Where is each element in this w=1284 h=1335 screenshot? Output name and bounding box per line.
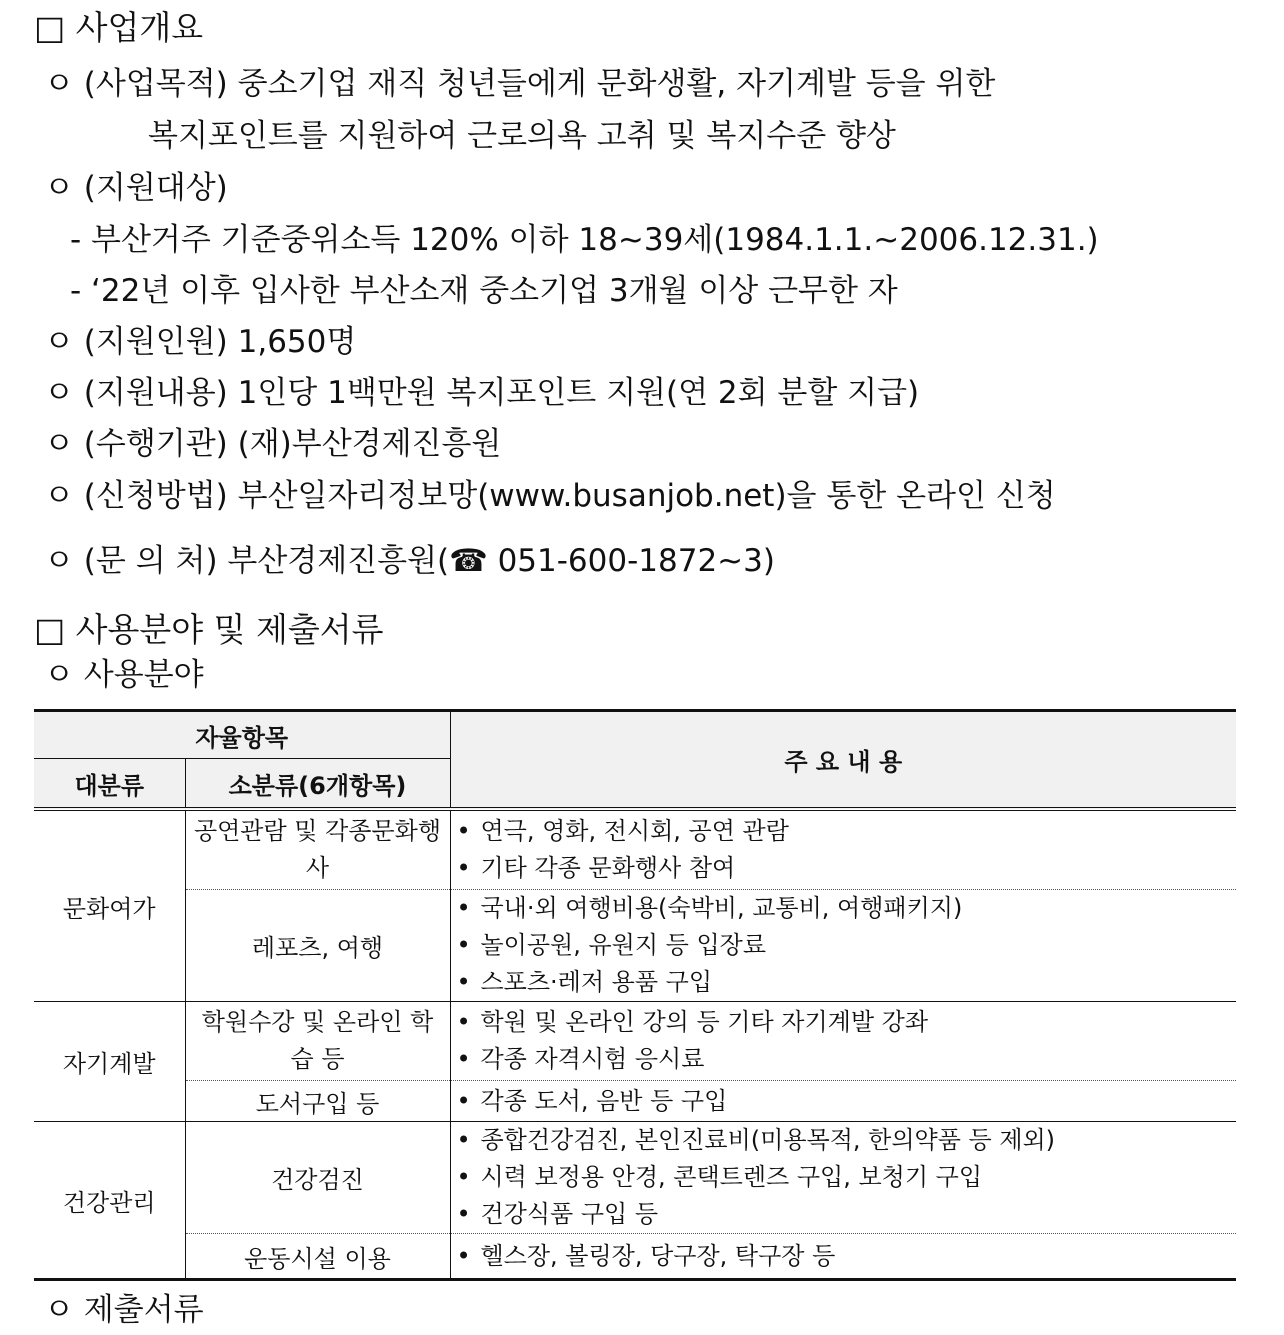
list-item: • 국내·외 여행비용(숙박비, 교통비, 여행패키지) (457, 890, 1231, 927)
major-cell: 문화여가 (34, 809, 185, 1002)
list-item: • 건강식품 구입 등 (457, 1196, 1231, 1233)
usage-heading: □ 사용분야 및 제출서류 (34, 610, 384, 649)
table-row (34, 1081, 1236, 1122)
list-item: • 헬스장, 볼링장, 당구장, 탁구장 등 (457, 1238, 1231, 1275)
contact-line: ㅇ (문 의 처) 부산경제진흥원(☎ 051-600-1872~3) (44, 543, 775, 579)
content-cell (450, 809, 1236, 890)
content-cell (450, 1122, 1236, 1234)
minor-cell: 학원수강 및 온라인 학습 등 (185, 1002, 450, 1081)
list-item: • 연극, 영화, 전시회, 공연 관람 (457, 813, 1231, 850)
content-line: ㅇ (지원내용) 1인당 1백만원 복지포인트 지원(연 2회 분할 지급) (44, 375, 920, 411)
major-cell: 자기계발 (34, 1002, 185, 1122)
target-line-2: - ‘22년 이후 입사한 부산소재 중소기업 3개월 이상 근무한 자 (70, 273, 898, 309)
minor-cell: 도서구입 등 (185, 1081, 450, 1122)
minor-cell: 건강검진 (185, 1122, 450, 1234)
minor-cell: 레포츠, 여행 (185, 890, 450, 1002)
purpose-line-2: 복지포인트를 지원하여 근로의욕 고취 및 복지수준 향상 (148, 118, 896, 154)
list-item: • 종합건강검진, 본인진료비(미용목적, 한의약품 등 제외) (457, 1122, 1231, 1159)
table-row (34, 890, 1236, 1002)
list-item: • 기타 각종 문화행사 참여 (457, 850, 1231, 887)
table-row (34, 1002, 1236, 1081)
target-heading: ㅇ (지원대상) (44, 170, 228, 206)
apply-line: ㅇ (신청방법) 부산일자리정보망(www.busanjob.net)을 통한 온라인 신청 (44, 478, 1056, 514)
minor-cell: 공연관람 및 각종문화행사 (185, 809, 450, 890)
table-row (34, 1234, 1236, 1280)
list-item: • 스포츠·레저 용품 구입 (457, 964, 1231, 1001)
list-item: • 시력 보정용 안경, 콘택트렌즈 구입, 보청기 구입 (457, 1159, 1231, 1196)
list-item: • 각종 자격시험 응시료 (457, 1041, 1231, 1078)
header-major: 대분류 (34, 759, 185, 810)
header-group: 자율항목 (34, 711, 450, 759)
content-cell (450, 1002, 1236, 1081)
purpose-line-1: ㅇ (사업목적) 중소기업 재직 청년들에게 문화생활, 자기계발 등을 위한 (44, 66, 996, 102)
header-minor: 소분류(6개항목) (185, 759, 450, 810)
list-item: • 각종 도서, 음반 등 구입 (457, 1083, 1231, 1120)
agency-line: ㅇ (수행기관) (재)부산경제진흥원 (44, 426, 502, 462)
content-cell (450, 1081, 1236, 1122)
content-cell (450, 890, 1236, 1002)
list-item: • 놀이공원, 유원지 등 입장료 (457, 927, 1231, 964)
content-cell (450, 1234, 1236, 1280)
table-row (34, 1122, 1236, 1234)
docs-heading: ㅇ 제출서류 (44, 1292, 204, 1328)
usage-table (34, 709, 1236, 1281)
list-item: • 학원 및 온라인 강의 등 기타 자기계발 강좌 (457, 1004, 1231, 1041)
table-row (34, 809, 1236, 890)
major-cell: 건강관리 (34, 1122, 185, 1280)
usage-sub-heading: ㅇ 사용분야 (44, 657, 204, 693)
headcount-line: ㅇ (지원인원) 1,650명 (44, 324, 357, 360)
minor-cell: 운동시설 이용 (185, 1234, 450, 1280)
overview-heading: □ 사업개요 (34, 8, 204, 47)
target-line-1: - 부산거주 기준중위소득 120% 이하 18~39세(1984.1.1.~2006.12.31.) (70, 222, 1099, 258)
header-content: 주 요 내 용 (450, 711, 1236, 810)
